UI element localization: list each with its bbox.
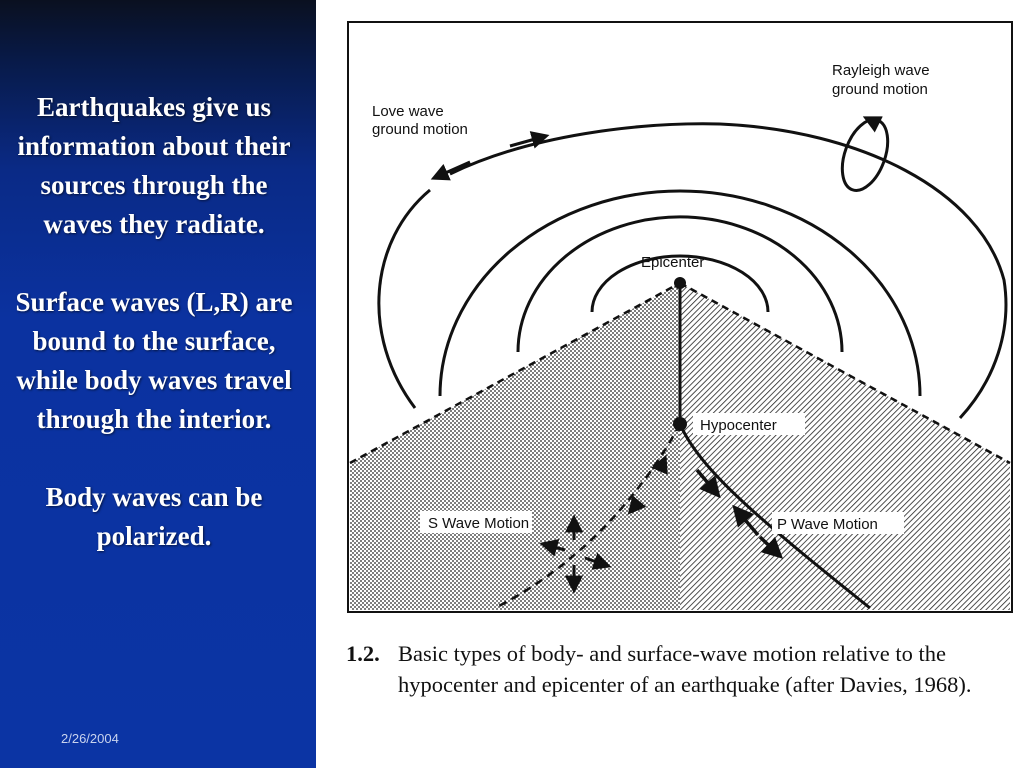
caption-number: 1.2. <box>346 641 380 666</box>
slide-text <box>4 88 304 595</box>
hypocenter-point <box>673 417 687 431</box>
love-wave-label-line2: ground motion <box>372 121 468 138</box>
caption-text: Basic types of body- and surface-wave motion relative to the hypocenter and epicenter of an earthquake (after Davies, 1968). <box>398 641 972 697</box>
slide-date: 2/26/2004 <box>61 731 119 746</box>
paragraph-sources: Earthquakes give us information about their sources through the waves they radiate. <box>17 92 291 239</box>
epicenter-point <box>674 277 686 289</box>
rayleigh-wave-label-line2: ground motion <box>832 81 928 98</box>
s-wave-motion-label: S Wave Motion <box>428 515 530 532</box>
love-wave-label-line1: Love wave <box>372 103 444 120</box>
wave-diagram <box>340 15 1020 620</box>
paragraph-polarization: Body waves can be polarized. <box>45 482 263 551</box>
epicenter-label: Epicenter <box>641 254 705 271</box>
left-panel <box>0 0 316 768</box>
rayleigh-wave-label-line1: Rayleigh wave <box>832 62 930 79</box>
p-wave-motion-label: P Wave Motion <box>777 516 878 533</box>
hypocenter-label: Hypocenter <box>700 417 777 434</box>
paragraph-surface-body-waves: Surface waves (L,R) are bound to the surface, while body waves travel through the interior. <box>15 287 293 434</box>
